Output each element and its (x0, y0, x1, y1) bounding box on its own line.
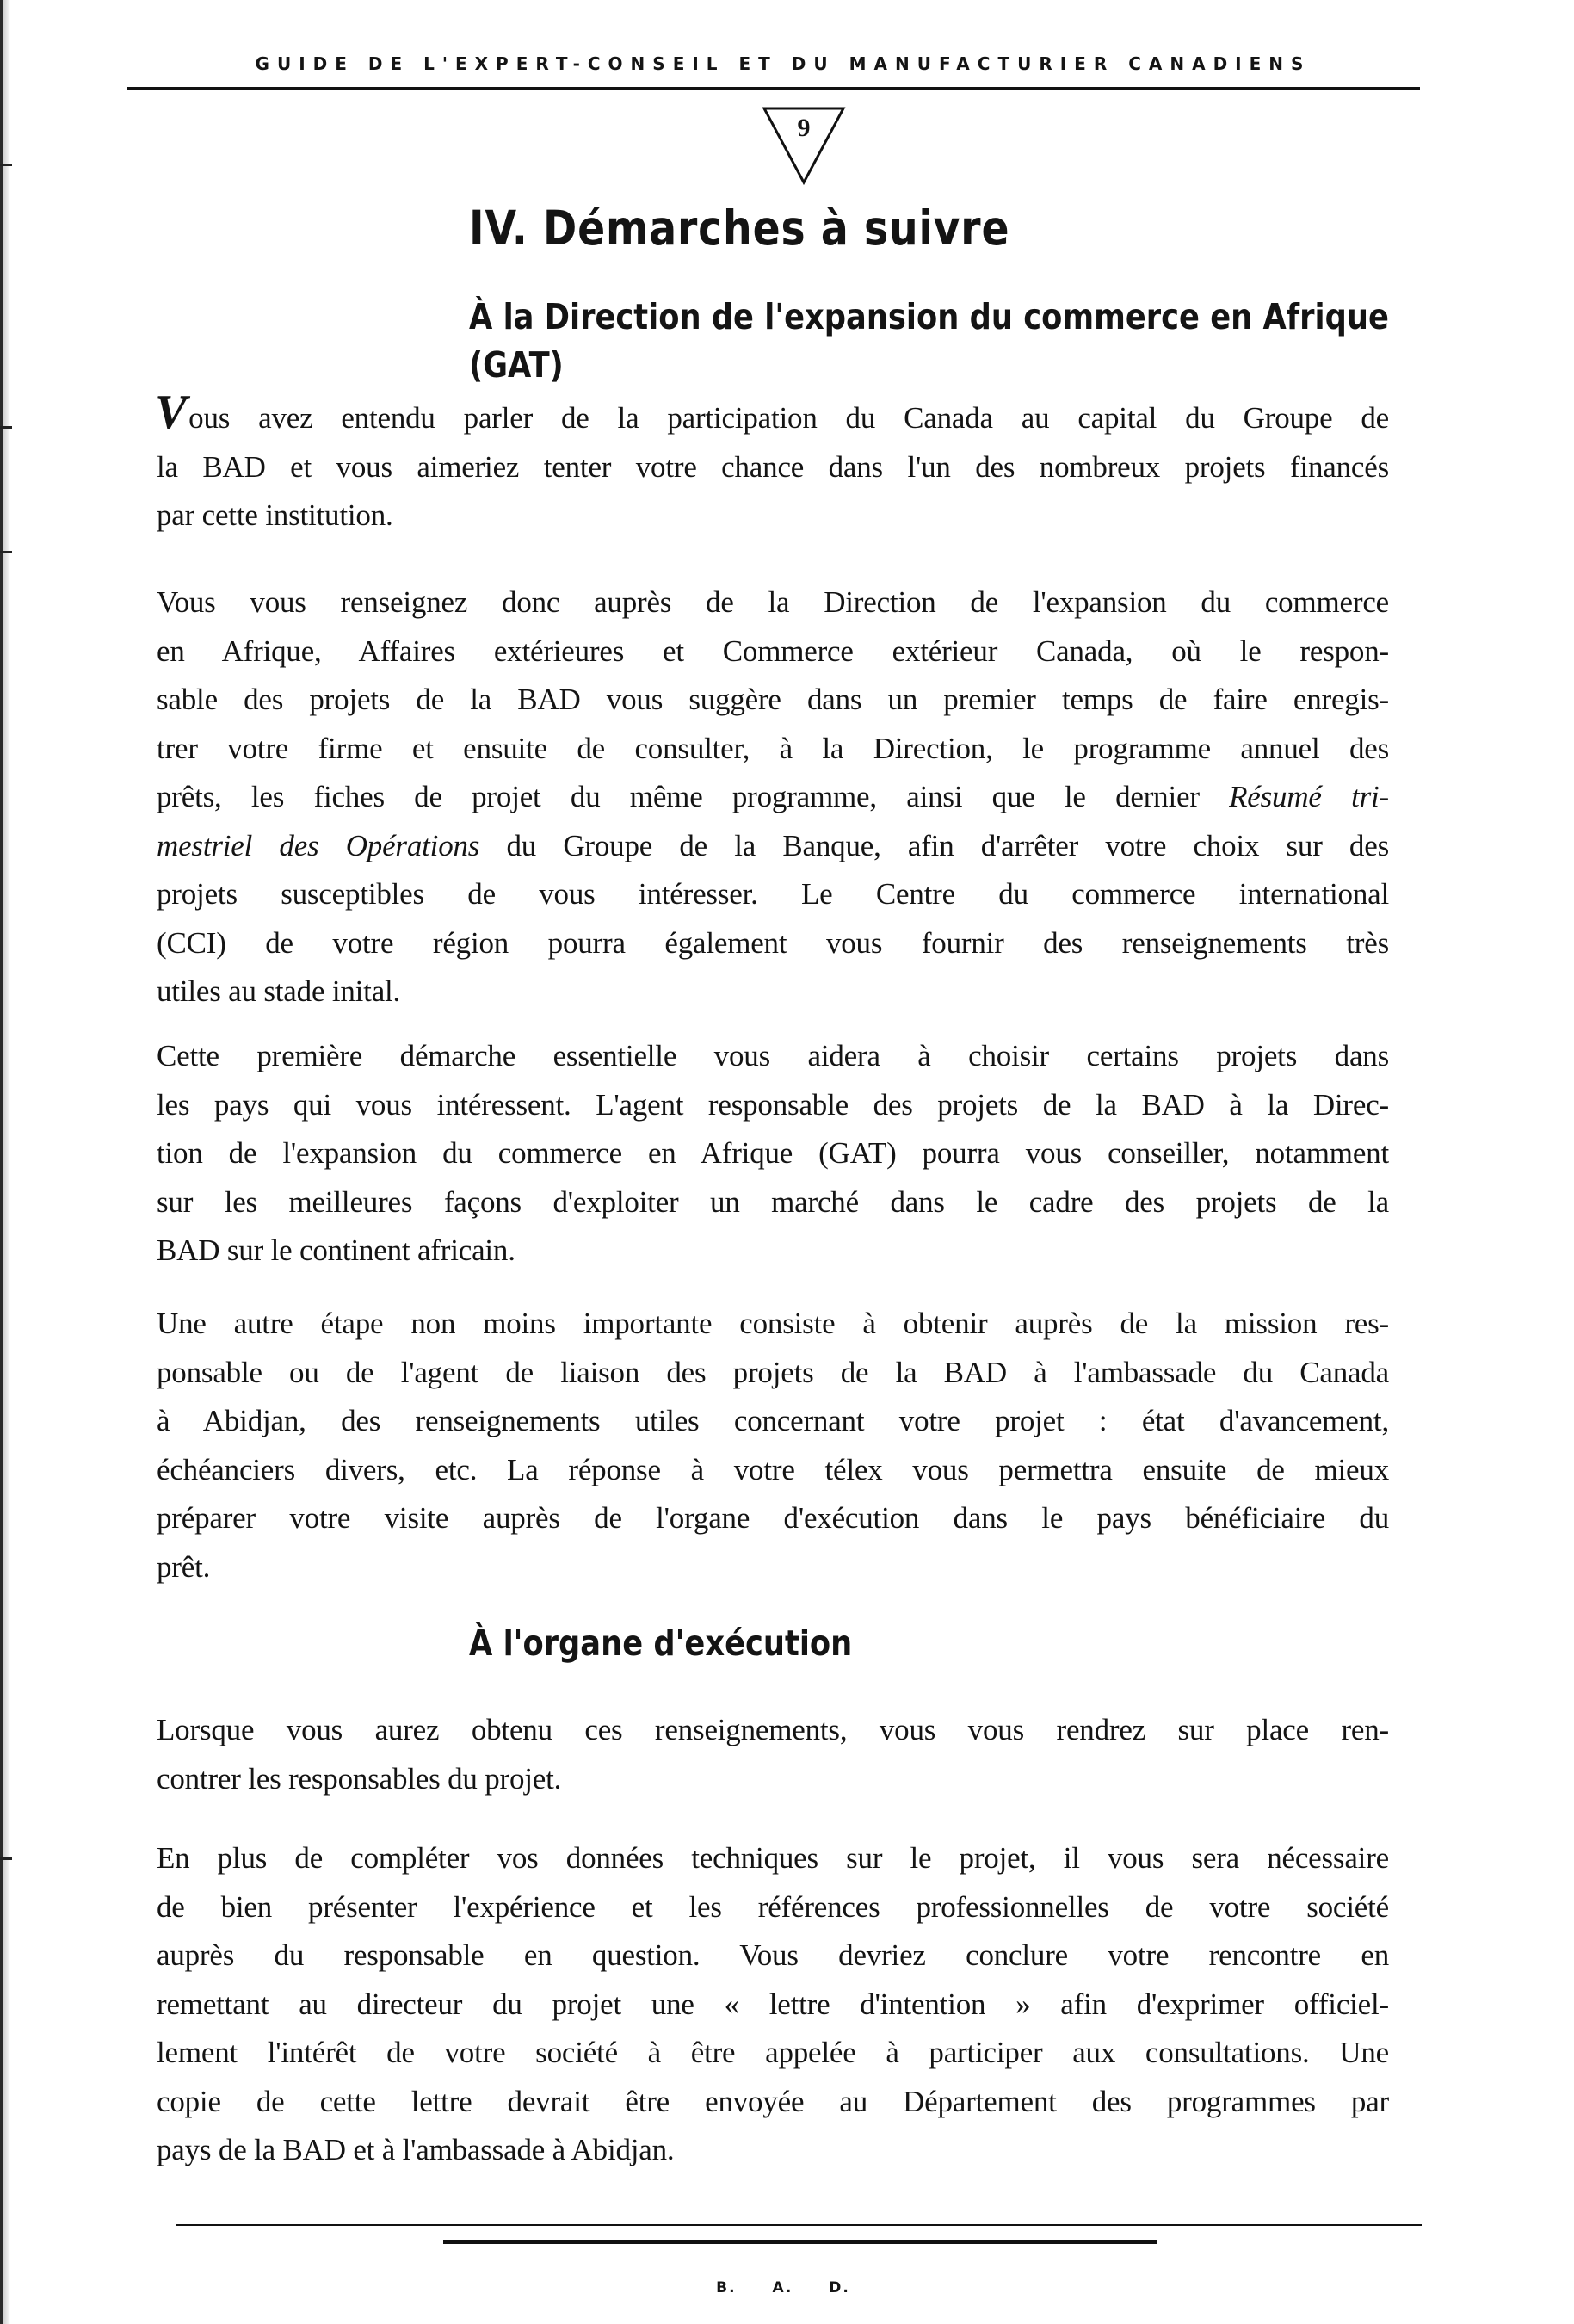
text-line: Vous vous renseignez donc auprès de la Direction de l'expansion du commerce (157, 585, 1389, 619)
text-line: à Abidjan, des renseignements utiles concernant votre projet : état d'avancement, (157, 1404, 1389, 1437)
text-line: Une autre étape non moins importante consiste à obtenir auprès de la mission res- (157, 1307, 1389, 1340)
text-line: ponsable ou de l'agent de liaison des projets de la BAD à l'ambassade du Canada (157, 1355, 1389, 1389)
text-line: préparer votre visite auprès de l'organe d'exécution dans le pays bénéficiaire du (157, 1501, 1389, 1535)
text-line: trer votre firme et ensuite de consulter, à la Direction, le programme annuel des (157, 731, 1389, 765)
scan-mark (0, 426, 12, 429)
footer-rule-thick (443, 2240, 1157, 2244)
text-line (155, 386, 1389, 443)
text-line: la BAD et vous aimeriez tenter votre chance dans l'un des nombreux projets financés (157, 449, 1389, 484)
paragraph-6 (157, 1834, 1389, 2175)
section-title: IV. Démarches à suivre (469, 201, 1010, 256)
running-header: GUIDE DE L'EXPERT-CONSEIL ET DU MANUFACTURIER CANADIENS (255, 53, 1312, 74)
paragraph-2 (157, 578, 1389, 1017)
page-number: 9 (797, 114, 811, 142)
paragraph-1 (155, 386, 1389, 541)
text-span: ous avez entendu parler de la participation du Canada au capital du Groupe de (188, 401, 1389, 435)
paragraph-3 (157, 1032, 1389, 1276)
scan-mark (0, 1857, 12, 1860)
text-line: tion de l'expansion du commerce en Afrique (GAT) pourra vous conseiller, notamment (157, 1136, 1389, 1170)
text-line: utiles au stade inital. (157, 974, 401, 1008)
page-number-badge (761, 105, 847, 188)
text-line: contrer les responsables du projet. (157, 1761, 562, 1796)
text-line: par cette institution. (157, 498, 393, 532)
italic-title: mestriel des Opérations (157, 828, 480, 862)
text-line: les pays qui vous intéressent. L'agent responsable des projets de la BAD à la Direc- (157, 1087, 1389, 1122)
text-line: sur les meilleures façons d'exploiter un marché dans le cadre des projets de la (157, 1184, 1389, 1219)
text-line: pays de la BAD et à l'ambassade à Abidjan. (157, 2133, 675, 2166)
text-line (157, 773, 1389, 822)
text-line: échéanciers divers, etc. La réponse à votre télex vous permettra ensuite de mieux (157, 1452, 1389, 1486)
text-line: copie de cette lettre devrait être envoyée au Département des programmes par (157, 2084, 1389, 2118)
text-line: Lorsque vous aurez obtenu ces renseignements, vous vous rendrez sur place ren- (157, 1713, 1389, 1746)
text-span: prêts, les fiches de projet du même programme, ainsi que le dernier (157, 780, 1230, 813)
header-rule (127, 87, 1420, 90)
footer-rule (176, 2224, 1422, 2226)
subsection-title-organe: À l'organe d'exécution (469, 1622, 853, 1664)
text-line: projets susceptibles de vous intéresser. Le Centre du commerce international (157, 877, 1389, 911)
text-line: (CCI) de votre région pourra également vous fournir des renseignements très (157, 925, 1389, 960)
paragraph-4 (157, 1300, 1389, 1592)
subsection-title-line: À la Direction de l'expansion du commerce en Afrique (469, 296, 1389, 337)
text-line: Cette première démarche essentielle vous aidera à choisir certains projets dans (157, 1039, 1389, 1072)
paragraph-5 (157, 1706, 1389, 1803)
text-span: du Groupe de la Banque, afin d'arrêter votre choix sur des (479, 828, 1389, 862)
text-line: sable des projets de la BAD vous suggère dans un premier temps de faire enregis- (157, 683, 1389, 716)
subsection-title-line: (GAT) (469, 344, 564, 386)
italic-title: Résumé tri- (1229, 780, 1389, 813)
text-line: auprès du responsable en question. Vous devriez conclure votre rencontre en (157, 1938, 1389, 1972)
text-line: en Afrique, Affaires extérieures et Commerce extérieur Canada, où le respon- (157, 634, 1389, 668)
footer-text: B. A. D. (716, 2279, 850, 2296)
scan-mark (0, 551, 12, 553)
scan-edge (0, 0, 10, 2324)
text-line: En plus de compléter vos données techniques sur le projet, il vous sera nécessaire (157, 1841, 1389, 1875)
text-line (157, 822, 1389, 871)
scan-mark (0, 164, 12, 166)
drop-cap: V (155, 386, 188, 439)
text-line: prêt. (157, 1549, 211, 1584)
text-line: de bien présenter l'expérience et les références professionnelles de votre société (157, 1889, 1389, 1924)
text-line: remettant au directeur du projet une « lettre d'intention » afin d'exprimer officiel- (157, 1987, 1389, 2021)
subsection-title-gat (469, 293, 1389, 389)
text-line: BAD sur le continent africain. (157, 1233, 515, 1267)
text-line: lement l'intérêt de votre société à être appelée à participer aux consultations. Une (157, 2036, 1389, 2069)
